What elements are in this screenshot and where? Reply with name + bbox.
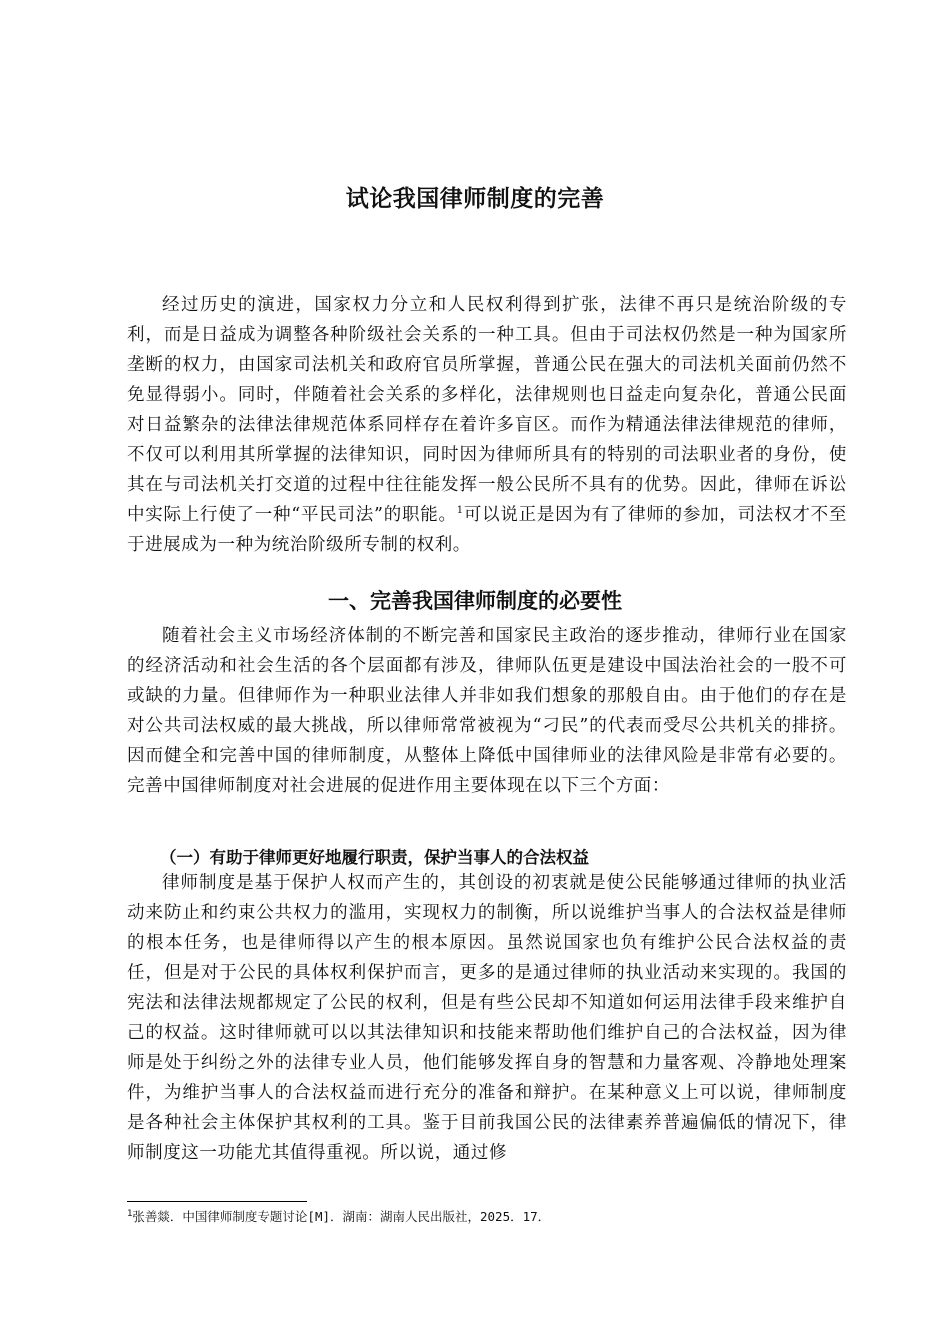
footnote (127, 1207, 550, 1225)
subsection-heading: （一）有助于律师更好地履行职责，保护当事人的合法权益 (160, 848, 589, 867)
section-body (127, 621, 847, 801)
intro-text-continued: 可以说正是因为有了律师的参加，司法权才不至于进展成为一种为统治阶级所专制的权利。 (127, 505, 847, 555)
document-title: 试论我国律师制度的完善 (345, 186, 605, 212)
footnote-divider (127, 1201, 307, 1202)
footnote-number: 1 (127, 1208, 133, 1219)
intro-text: 经过历史的演进，国家权力分立和人民权利得到扩张，法律不再只是统治阶级的专利，而是日益成为调整各种阶级社会关系的一种工具。但由于司法权仍然是一种为国家所垄断的权力，由国家司法机关和政府官员所掌握，普通公民在强大的司法机关面前仍然不免显得弱小。同时，伴随着社会关系的多样化，法律规则也日益走向复杂化，普通公民面对日益繁杂的法律法律规范体系同样存在着许多盲区。而作为精通法律法律规范的律师，不仅可以利用其所掌握的法律知识，同时因为律师所具有的特别的司法职业者的身份，使其在与司法机关打交道的过程中往往能发挥一般公民所不具有的优势。因此，律师在诉讼中实际上行使了一种“平民司法”的职能。 (127, 295, 847, 525)
subsection-paragraph: 律师制度是基于保护人权而产生的，其创设的初衷就是使公民能够通过律师的执业活动来防止和约束公共权力的滥用，实现权力的制衡，所以说维护当事人的合法权益是律师的根本任务，也是律师得以产生的根本原因。虽然说国家也负有维护公民合法权益的责任，但是对于公民的具体权利保护而言，更多的是通过律师的执业活动来实现的。我国的宪法和法律法规都规定了公民的权利，但是有些公民却不知道如何运用法律手段来维护自己的权益。这时律师就可以以其法律知识和技能来帮助他们维护自己的合法权益，因为律师是处于纠纷之外的法律专业人员，他们能够发挥自身的智慧和力量客观、冷静地处理案件，为维护当事人的合法权益而进行充分的准备和辩护。在某种意义上可以说，律师制度是各种社会主体保护其权利的工具。鉴于目前我国公民的法律素养普遍偏低的情况下，律师制度这一功能尤其值得重视。所以说，通过修 (127, 873, 847, 1163)
intro-paragraph (127, 290, 847, 560)
section-paragraph: 随着社会主义市场经济体制的不断完善和国家民主政治的逐步推动，律师行业在国家的经济活动和社会生活的各个层面都有涉及，律师队伍更是建设中国法治社会的一股不可或缺的力量。但律师作为一种职业法律人并非如我们想象的那般自由。由于他们的存在是对公共司法权威的最大挑战，所以律师常常被视为“刁民”的代表而受尽公共机关的排挤。因而健全和完善中国的律师制度，从整体上降低中国律师业的法律风险是非常有必要的。完善中国律师制度对社会进展的促进作用主要体现在以下三个方面： (127, 626, 847, 796)
section-heading: 一、完善我国律师制度的必要性 (328, 589, 622, 613)
subsection-body (127, 868, 847, 1168)
footnote-text: 张善燚．中国律师制度专题讨论[M]．湖南：湖南人民出版社，2025．17． (132, 1209, 551, 1224)
footnote-reference[interactable]: 1 (456, 505, 464, 517)
intro-section (127, 290, 847, 560)
